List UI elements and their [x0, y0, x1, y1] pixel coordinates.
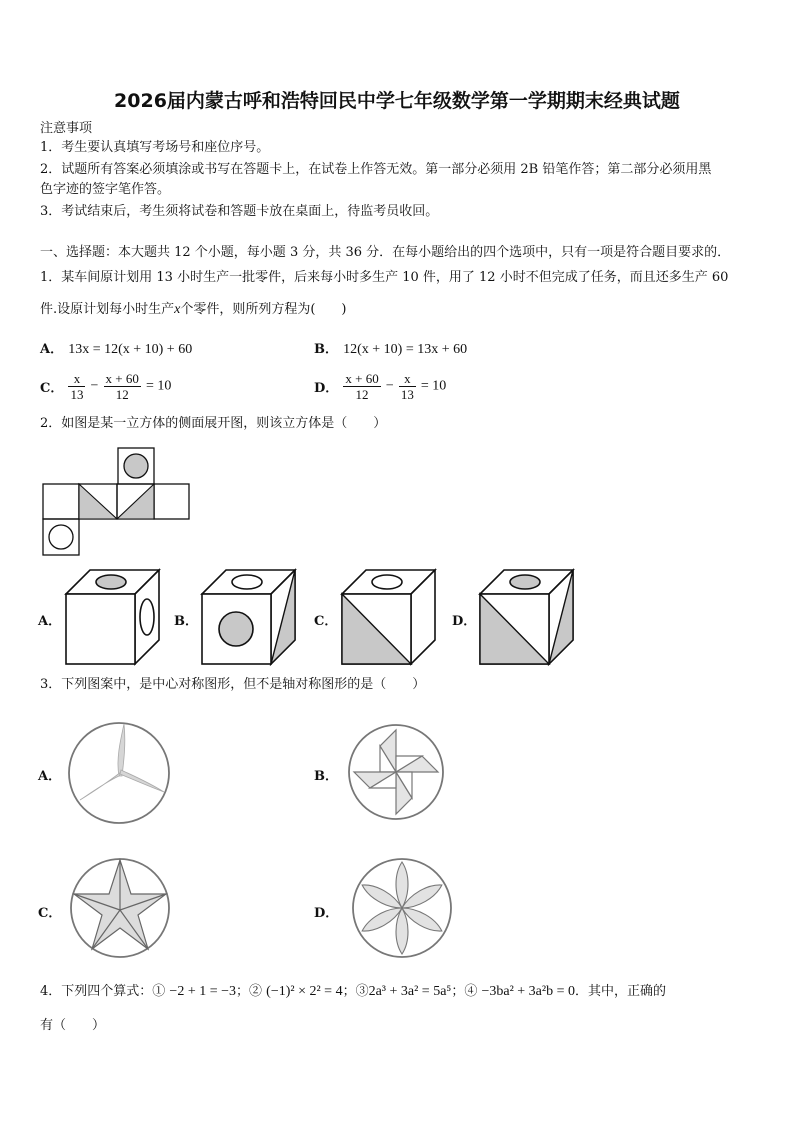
numerator: x + 60 [345, 371, 379, 386]
numerator: x [399, 371, 416, 387]
numerator: x + 60 [105, 371, 139, 386]
q1-c-fraction-1 [68, 371, 85, 402]
net-white-circle [49, 525, 73, 549]
cube-option-d[interactable] [478, 568, 578, 666]
q4-tail: ．其中，正确的 [574, 984, 666, 999]
q1-variable: x [174, 302, 181, 317]
denominator: 12 [115, 387, 129, 402]
rhs: = 10 [420, 378, 447, 394]
rhs: = 10 [145, 378, 172, 394]
q1-d-fraction-1 [343, 371, 380, 402]
q1-d-fraction-2 [399, 371, 416, 402]
q2-text: 2．如图是某一立方体的侧面展开图，则该立方体是（ ） [40, 416, 387, 431]
q2-label-c[interactable]: C． [314, 614, 338, 629]
notice-item-2-cont: 色字迹的签字笔作答。 [40, 182, 171, 197]
top-white-ellipse [372, 575, 402, 589]
option-label: A． [40, 342, 64, 357]
net-gray-circle [124, 454, 148, 478]
q2-label-a[interactable]: A． [38, 614, 62, 629]
q1-c-fraction-2 [104, 371, 141, 402]
q1-option-c[interactable] [40, 371, 171, 402]
q3-label-d[interactable]: D． [314, 906, 339, 921]
top-white-ellipse [232, 575, 262, 589]
cube-net-figure [40, 447, 192, 557]
q4-expression-2: (−1)² × 2² = 4 [266, 984, 343, 999]
notice-item-2: 2．试题所有答案必须填涂或书写在答题卡上，在试卷上作答无效。第一部分必须用 2B 铅笔作答；第二部分必须用黑 [40, 162, 712, 177]
q1-line2 [40, 302, 347, 318]
q3-label-c[interactable]: C． [38, 906, 62, 921]
top-gray-ellipse [510, 575, 540, 589]
minus-sign: − [90, 378, 99, 394]
q1-option-d[interactable] [314, 371, 446, 402]
cube-option-b[interactable] [200, 568, 300, 666]
q1-line2-text: 件.设原计划每小时生产 [40, 302, 175, 317]
q2-label-d[interactable]: D． [452, 614, 477, 629]
denominator: 13 [70, 387, 84, 402]
net-square-1 [43, 484, 79, 519]
q3-label-a[interactable]: A． [38, 769, 62, 784]
pattern-option-d[interactable] [350, 856, 454, 960]
q1-line2-tail: 个零件，则所列方程为( ) [180, 302, 347, 317]
denominator: 12 [355, 387, 369, 402]
net-square-4 [154, 484, 189, 519]
q4-sep-2: ；② [236, 984, 263, 999]
denominator: 13 [400, 387, 414, 402]
option-label: D． [314, 381, 339, 396]
cube-option-c[interactable] [340, 568, 440, 666]
q3-label-b[interactable]: B． [314, 769, 338, 784]
section-heading: 一、选择题：本大题共 12 个小题，每小题 3 分，共 36 分．在每小题给出的四个选项中，只有一项是符合题目要求的． [40, 245, 731, 260]
option-label: B． [314, 342, 338, 357]
q4-expression-1: −2 + 1 = −3 [169, 984, 237, 999]
top-gray-ellipse [96, 575, 126, 589]
numerator: x [68, 371, 85, 387]
pattern-option-c[interactable] [68, 856, 172, 960]
q1-option-a-equation: 13x = 12(x + 10) + 60 [68, 342, 193, 357]
side-white-ellipse [140, 599, 154, 635]
q4-line2: 有（ ） [40, 1018, 106, 1033]
notice-item-3: 3．考试结束后，考生须将试卷和答题卡放在桌面上，待监考员收回。 [40, 204, 439, 219]
pattern-option-a[interactable] [66, 720, 172, 826]
net-triangle-right [117, 484, 154, 519]
q1-option-a[interactable] [40, 338, 192, 358]
q4-line1 [40, 984, 666, 1000]
q2-label-b[interactable]: B． [174, 614, 198, 629]
net-triangle-left [79, 484, 117, 519]
q1-option-b[interactable] [314, 338, 467, 358]
notice-item-1: 1．考生要认真填写考场号和座位序号。 [40, 140, 270, 155]
page-title: 2026届内蒙古呼和浩特回民中学七年级数学第一学期期末经典试题 [114, 90, 680, 112]
front-gray-circle [219, 612, 253, 646]
minus-sign: − [385, 378, 394, 394]
q1-line1: 1．某车间原计划用 13 小时生产一批零件，后来每小时多生产 10 件，用了 12 小时不但完成了任务，而且还多生产 60 [40, 270, 729, 285]
q3-text: 3．下列图案中，是中心对称图形，但不是轴对称图形的是（ ） [40, 677, 426, 692]
q4-intro: 4．下列四个算式：① [40, 984, 166, 999]
q4-expression-3: 2a³ + 3a² = 5a⁵ [368, 984, 452, 999]
pattern-option-b[interactable] [346, 722, 446, 822]
q4-sep-4: ；④ [451, 984, 478, 999]
q4-sep-3: ；③ [342, 984, 369, 999]
q1-option-b-equation: 12(x + 10) = 13x + 60 [343, 342, 468, 357]
notice-heading: 注意事项 [40, 121, 93, 136]
cube-option-a[interactable] [64, 568, 164, 666]
q4-expression-4: −3ba² + 3a²b = 0 [481, 984, 575, 999]
option-label: C． [40, 381, 64, 396]
